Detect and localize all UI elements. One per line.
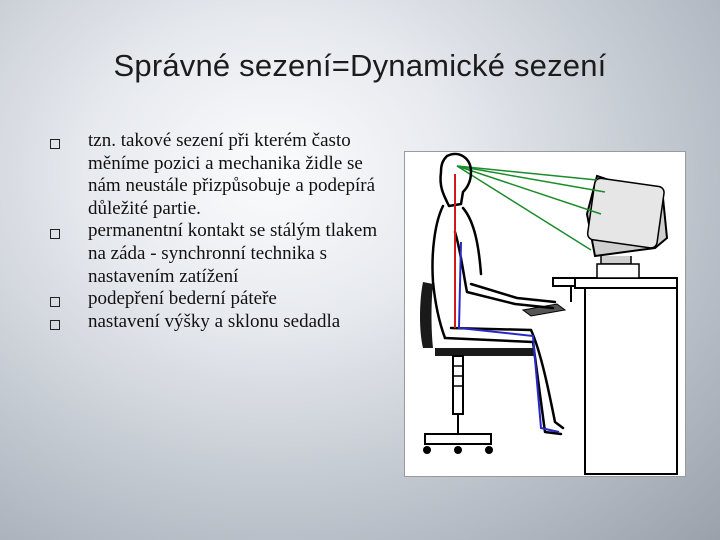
desk — [553, 278, 677, 474]
hollow-square-bullet-icon — [50, 297, 60, 307]
hollow-square-bullet-icon — [50, 229, 60, 239]
bullet-item — [50, 288, 380, 311]
hollow-square-bullet-icon — [50, 139, 60, 149]
bullet-text: permanentní kontakt se stálým tlakem na záda - synchronní technika s nastavením zatížení — [88, 220, 378, 287]
bullet-item — [50, 130, 380, 220]
slide-title: Správné sezení=Dynamické sezení — [113, 48, 607, 83]
bullet-item — [50, 220, 380, 288]
bullet-text: podepření bederní páteře — [88, 288, 277, 310]
posture-drawing — [405, 152, 685, 476]
ergonomic-posture-illustration — [404, 151, 686, 477]
bullet-text: nastavení výšky a sklonu sedadla — [88, 310, 341, 332]
bullet-list — [50, 130, 380, 333]
bullet-item — [50, 311, 380, 334]
body-axis-line — [459, 242, 559, 432]
bullet-text: tzn. takové sezení při kterém často měníme pozici a mechanika židle se nám neustále přizpůsobuje a podepírá důležité partie. — [88, 130, 376, 219]
sight-lines — [457, 166, 605, 250]
hollow-square-bullet-icon — [50, 320, 60, 330]
